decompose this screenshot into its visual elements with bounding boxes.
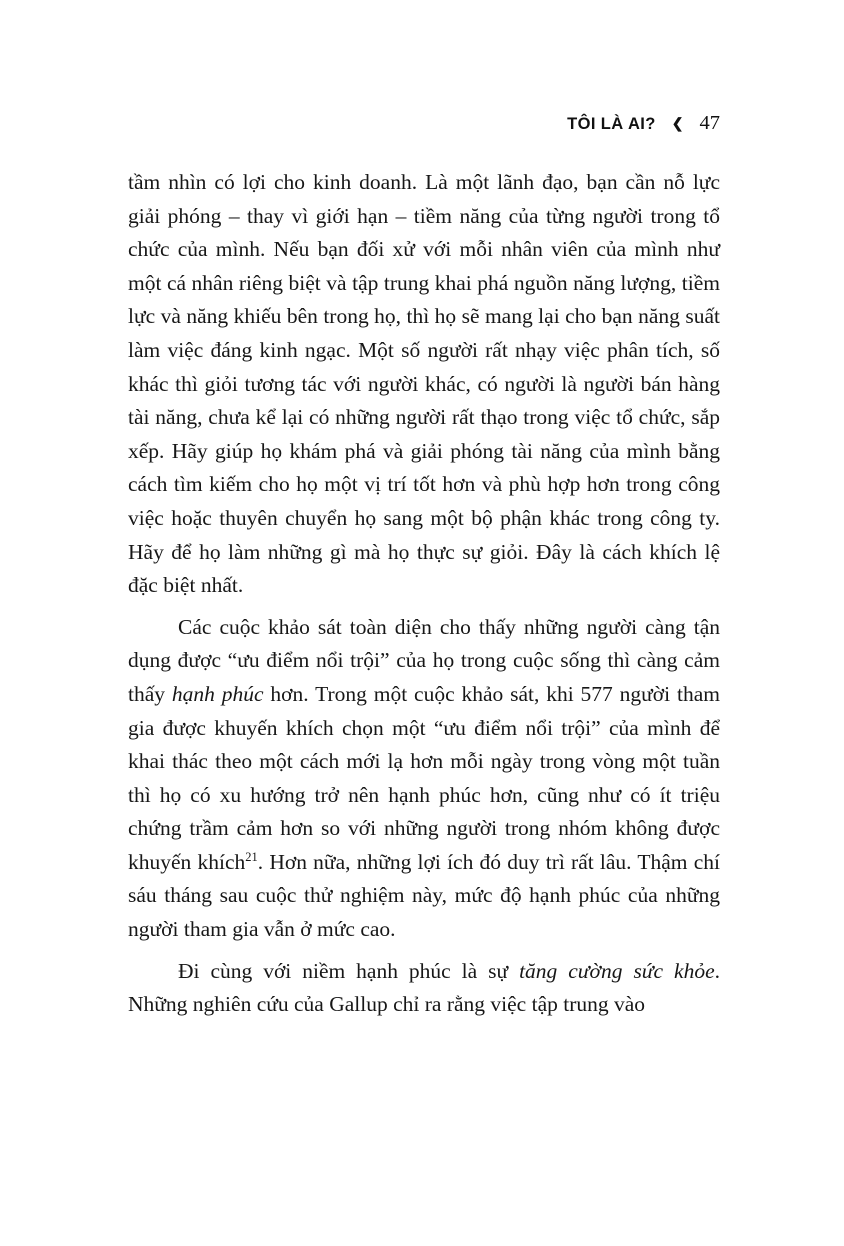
text-run: tầm nhìn có lợi cho kinh doanh. Là một lãnh đạo, bạn cần nỗ lực giải phóng – thay vì giới hạn – tiềm năng của từng người trong tổ chức của mình. Nếu bạn đối xử với mỗi nhân viên của mình như một cá nhân riêng biệt và tập trung khai phá nguồn năng lượng, tiềm lực và năng khiếu bên trong họ, thì họ sẽ mang lại cho bạn năng suất làm việc đáng kinh ngạc. Một số người rất nhạy việc phân tích, số khác thì giỏi tương tác với người khác, có người là người bán hàng tài năng, chưa kể lại có những người rất thạo trong việc tổ chức, sắp xếp. Hãy giúp họ khám phá và giải phóng tài năng của mình bằng cách tìm kiếm cho họ một vị trí tốt hơn và phù hợp hơn trong công việc hoặc thuyên chuyển họ sang một bộ phận khác trong công ty. Hãy để họ làm những gì mà họ thực sự giỏi. Đây là cách khích lệ đặc biệt nhất. <box>128 170 720 598</box>
paragraph <box>128 955 720 1022</box>
chevron-left-icon: ❮ <box>671 117 684 132</box>
text-run: . Hơn nữa, những lợi ích đó duy trì rất lâu. Thậm chí sáu tháng sau cuộc thử nghiệm này, mức độ hạnh phúc của những người tham gia vẫn ở mức cao. <box>128 849 720 942</box>
paragraph <box>128 166 720 603</box>
footnote-reference: 21 <box>245 849 258 864</box>
text-run-italic: tăng cường sức khỏe <box>519 958 715 983</box>
page-number: 47 <box>699 112 720 134</box>
paragraph <box>128 611 720 947</box>
running-header <box>128 112 720 135</box>
text-run: Các cuộc khảo sát toàn diện cho thấy những người càng tận dụng được “ưu điểm nổi trội” của họ trong cuộc sống thì càng cảm thấy <box>128 614 720 706</box>
text-run: Đi cùng với niềm hạnh phúc là sự <box>178 958 520 983</box>
page-body <box>128 166 720 1030</box>
text-run: . Những nghiên cứu của Gallup chỉ ra rằng việc tập trung vào <box>128 958 720 1017</box>
chapter-title: TÔI LÀ AI? <box>567 115 656 133</box>
text-run: hơn. Trong một cuộc khảo sát, khi 577 người tham gia được khuyến khích chọn một “ưu điểm nổi trội” của mình để khai thác theo một cách mới lạ hơn mỗi ngày trong vòng một tuần thì họ có xu hướng trở nên hạnh phúc hơn, cũng như có ít triệu chứng trầm cảm hơn so với những người trong nhóm không được khuyến khích <box>128 681 720 874</box>
text-run-italic: hạnh phúc <box>171 681 264 706</box>
